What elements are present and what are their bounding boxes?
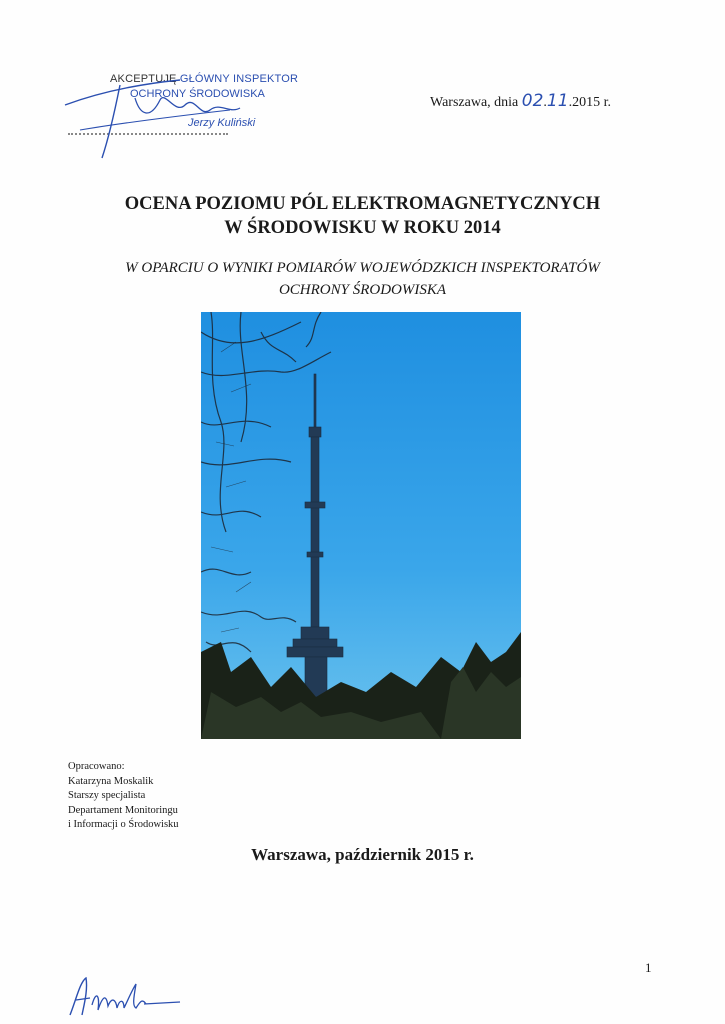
document-subtitle	[0, 257, 725, 301]
title-line1: OCENA POZIOMU PÓL ELEKTROMAGNETYCZNYCH	[124, 194, 601, 214]
tv-tower-image	[201, 312, 521, 739]
document-title	[0, 192, 725, 240]
date-prefix: Warszawa, dnia	[430, 95, 519, 110]
stamp-name: Jerzy Kuliński	[188, 117, 256, 129]
subtitle-line2: OCHRONY ŚRODOWISKA	[278, 282, 447, 298]
stamp-role-line2: OCHRONY ŚRODOWISKA	[130, 88, 265, 100]
page-number: 1	[645, 960, 652, 975]
approval-signature-icon	[60, 70, 290, 160]
title-line2: W ŚRODOWISKU W ROKU 2014	[224, 218, 501, 238]
date-day-handwritten: 02	[521, 91, 544, 111]
subtitle-line1: W OPARCIU O WYNIKI POMIARÓW WOJEWÓDZKICH INSPEKTORATÓW	[125, 260, 600, 276]
city-date: Warszawa, październik 2015 r.	[251, 845, 474, 864]
prepared-name: Katarzyna Moskalik	[68, 775, 154, 787]
document-date	[430, 91, 611, 111]
cover-photo	[201, 312, 521, 739]
prepared-department-line2: i Informacji o Środowisku	[68, 819, 179, 830]
prepared-position: Starszy specjalista	[68, 790, 146, 801]
date-separator: .	[543, 95, 547, 110]
stamp-prefix: AKCEPTUJĘ	[110, 73, 177, 85]
prepared-department-line1: Departament Monitoringu	[68, 804, 178, 816]
date-suffix: .2015 r.	[568, 95, 611, 110]
initials-signature-icon	[62, 970, 182, 1020]
prepared-label: Opracowano:	[68, 761, 125, 772]
prepared-by-block	[68, 760, 179, 833]
stamp-role-line1: GŁÓWNY INSPEKTOR	[179, 73, 299, 85]
date-month-handwritten: 11	[546, 91, 569, 111]
